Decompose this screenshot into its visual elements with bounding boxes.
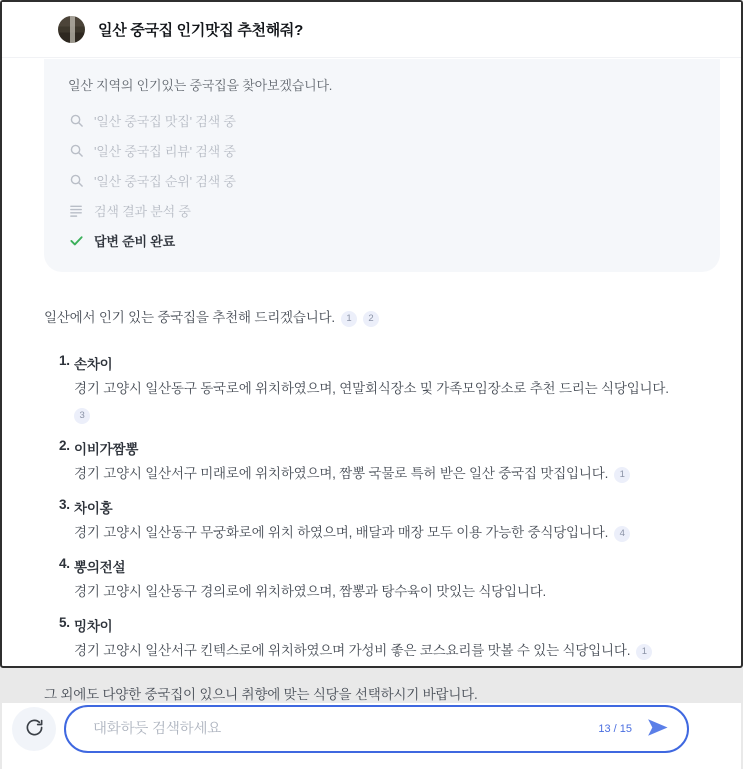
restaurant-name: 밍차이 (74, 619, 113, 634)
chat-input-container (64, 705, 689, 753)
search-icon (68, 112, 84, 128)
progress-step-row (68, 108, 696, 132)
citation-badge[interactable]: 1 (636, 644, 652, 660)
restaurant-title (44, 556, 696, 576)
restaurant-rank: 3. (59, 497, 70, 512)
answer-intro-text: 일산에서 인기 있는 중국집을 추천해 드리겠습니다. (44, 310, 335, 325)
restaurant-description: 경기 고양시 일산동구 동국로에 위치하였으며, 연말회식장소 및 가족모임장소로 추천 드리는 식당입니다. 3 (44, 379, 696, 425)
restaurant-citations (608, 525, 630, 540)
chat-input[interactable] (93, 721, 598, 737)
restaurant-description: 경기 고양시 일산동구 무궁화로에 위치 하였으며, 배달과 매장 모두 이용 가능한 중식당입니다. 4 (44, 523, 696, 543)
restaurant-name: 이비가짬뽕 (74, 442, 139, 457)
progress-step-label: 검색 결과 분석 중 (94, 203, 191, 219)
restaurant-item (44, 353, 696, 425)
citation-badge[interactable]: 1 (614, 467, 630, 483)
citation-badge[interactable]: 4 (614, 526, 630, 542)
restaurant-description: 경기 고양시 일산서구 킨텍스로에 위치하였으며 가성비 좋은 코스요리를 맛볼 수 있는 식당입니다. 1 (44, 641, 696, 661)
restaurant-title (44, 497, 696, 517)
restaurant-list (44, 353, 696, 661)
progress-step-row (68, 228, 696, 252)
progress-step-row (68, 198, 696, 222)
restaurant-item (44, 556, 696, 602)
answer-outro-text: 그 외에도 다양한 중국집이 있으니 취향에 맞는 식당을 선택하시기 바랍니다. (44, 687, 478, 702)
restaurant-title (44, 353, 696, 373)
progress-step-label: '일산 중국집 맛집' 검색 중 (94, 113, 236, 129)
query-thumbnail-avatar (58, 16, 85, 43)
restaurant-name: 손차이 (74, 357, 113, 372)
progress-step-label: 답변 준비 완료 (94, 233, 175, 249)
restaurant-item (44, 438, 696, 484)
restaurant-name: 차이홍 (74, 501, 113, 516)
composer-bar (2, 703, 741, 769)
restaurant-citations (608, 466, 630, 481)
turn-counter: 13 / 15 (598, 723, 632, 735)
query-header (2, 2, 741, 58)
refresh-icon (25, 718, 44, 740)
analysis-icon (68, 202, 84, 218)
restaurant-rank: 5. (59, 615, 70, 630)
restaurant-rank: 1. (59, 353, 70, 368)
search-icon (68, 142, 84, 158)
answer-intro-line (44, 306, 696, 327)
check-icon (68, 232, 84, 248)
answer-body (2, 306, 741, 703)
refresh-button[interactable] (12, 707, 56, 751)
restaurant-title (44, 438, 696, 458)
citation-badge[interactable]: 1 (341, 311, 357, 327)
citation-badge[interactable]: 2 (363, 311, 379, 327)
search-progress-card (44, 59, 720, 272)
send-icon (646, 716, 669, 742)
restaurant-rank: 4. (59, 556, 70, 571)
restaurant-title (44, 615, 696, 635)
progress-intro-text: 일산 지역의 인기있는 중국집을 찾아보겠습니다. (68, 78, 333, 93)
progress-step-label: '일산 중국집 리뷰' 검색 중 (94, 143, 236, 159)
search-icon (68, 172, 84, 188)
progress-step-row (68, 168, 696, 192)
restaurant-description: 경기 고양시 일산서구 미래로에 위치하였으며, 짬뽕 국물로 특허 받은 일산 중국집 맛집입니다. 1 (44, 464, 696, 484)
citation-badge[interactable]: 3 (74, 408, 90, 424)
progress-step-label: '일산 중국집 순위' 검색 중 (94, 173, 236, 189)
restaurant-name: 뽕의전설 (74, 560, 126, 575)
answer-scroll-area[interactable] (2, 58, 741, 703)
restaurant-citations (630, 643, 652, 658)
restaurant-rank: 2. (59, 438, 70, 453)
progress-step-row (68, 138, 696, 162)
restaurant-item (44, 615, 696, 661)
restaurant-description: 경기 고양시 일산동구 경의로에 위치하였으며, 짬뽕과 탕수육이 맛있는 식당입니다. (74, 584, 547, 599)
send-button[interactable] (644, 714, 671, 744)
query-title: 일산 중국집 인기맛집 추천해줘? (98, 22, 303, 39)
restaurant-item (44, 497, 696, 543)
intro-citations (335, 310, 379, 325)
restaurant-citations (74, 405, 696, 425)
